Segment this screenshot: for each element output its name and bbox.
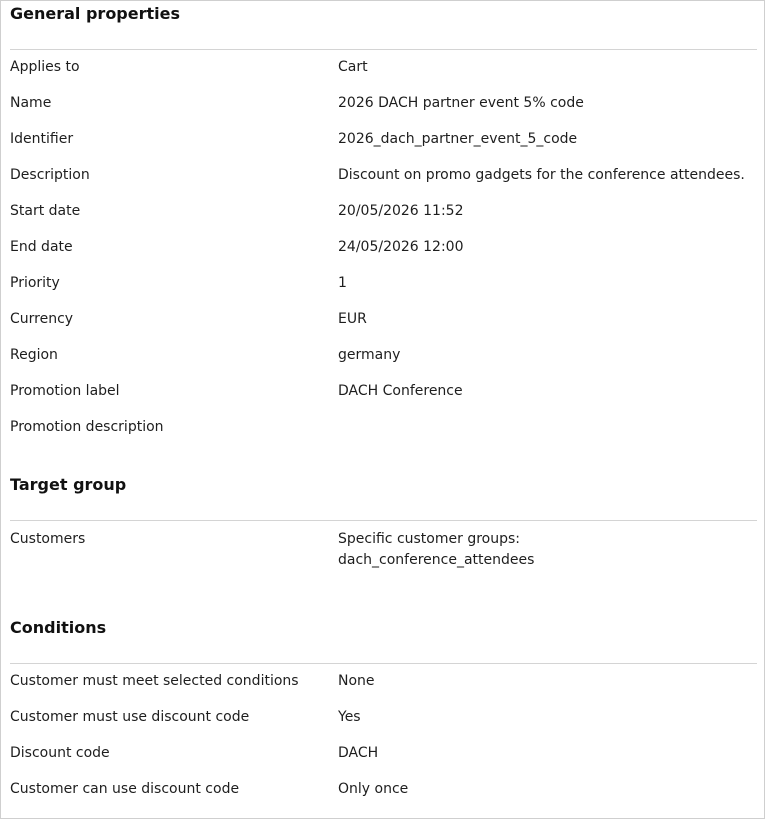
- property-row-currency: [10, 309, 757, 345]
- property-label: Promotion label: [10, 383, 120, 399]
- property-value: 2026_dach_partner_event_5_code: [338, 131, 578, 147]
- property-label: Description: [10, 167, 90, 183]
- property-label: Priority: [10, 275, 60, 291]
- property-label: Discount code: [10, 745, 110, 761]
- property-row-promotion-label: [10, 381, 757, 417]
- property-label: Region: [10, 347, 58, 363]
- property-row-meet-conditions: [10, 671, 757, 707]
- property-row-promotion-description: [10, 417, 757, 453]
- property-label: Identifier: [10, 131, 74, 147]
- section-title-conditions: Conditions: [10, 618, 107, 637]
- property-row-customers: [10, 529, 757, 571]
- divider: [10, 49, 757, 50]
- property-label: End date: [10, 239, 73, 255]
- property-label: Name: [10, 95, 52, 111]
- property-row-applies-to: [10, 57, 757, 93]
- property-value: DACH: [338, 745, 379, 761]
- property-value: 2026 DACH partner event 5% code: [338, 95, 584, 111]
- property-row-code-usage: [10, 779, 757, 815]
- conditions-section: [1, 571, 764, 815]
- property-value: Discount on promo gadgets for the conference attendees.: [338, 167, 745, 183]
- section-title-target-group: Target group: [10, 475, 127, 494]
- property-label: Promotion description: [10, 419, 164, 435]
- customers-value-line: Specific customer groups:: [338, 531, 520, 547]
- property-label: Customers: [10, 531, 86, 547]
- property-value: Yes: [338, 709, 361, 725]
- property-row-start-date: [10, 201, 757, 237]
- property-value: None: [338, 673, 375, 689]
- property-value: [338, 417, 757, 453]
- property-row-discount-code: [10, 743, 757, 779]
- property-row-priority: [10, 273, 757, 309]
- property-value: DACH Conference: [338, 383, 463, 399]
- property-label: Start date: [10, 203, 81, 219]
- property-label: Currency: [10, 311, 74, 327]
- property-value: EUR: [338, 311, 367, 327]
- property-value: 1: [338, 275, 347, 291]
- property-row-name: [10, 93, 757, 129]
- property-label: Applies to: [10, 59, 80, 75]
- section-title-general-properties: General properties: [10, 4, 181, 23]
- property-value: [338, 529, 757, 571]
- property-value: Cart: [338, 59, 368, 75]
- property-value: Only once: [338, 781, 409, 797]
- property-row-identifier: [10, 129, 757, 165]
- general-properties-section: [1, 1, 764, 453]
- property-value: germany: [338, 347, 401, 363]
- property-row-region: [10, 345, 757, 381]
- property-value: 20/05/2026 11:52: [338, 203, 464, 219]
- customers-value-line: dach_conference_attendees: [338, 552, 535, 568]
- property-row-end-date: [10, 237, 757, 273]
- property-value: 24/05/2026 12:00: [338, 239, 464, 255]
- target-group-section: [1, 453, 764, 571]
- property-row-description: [10, 165, 757, 201]
- property-label: Customer can use discount code: [10, 781, 240, 797]
- property-row-use-discount-code: [10, 707, 757, 743]
- divider: [10, 520, 757, 521]
- divider: [10, 663, 757, 664]
- property-label: Customer must use discount code: [10, 709, 250, 725]
- property-label: Customer must meet selected conditions: [10, 673, 299, 689]
